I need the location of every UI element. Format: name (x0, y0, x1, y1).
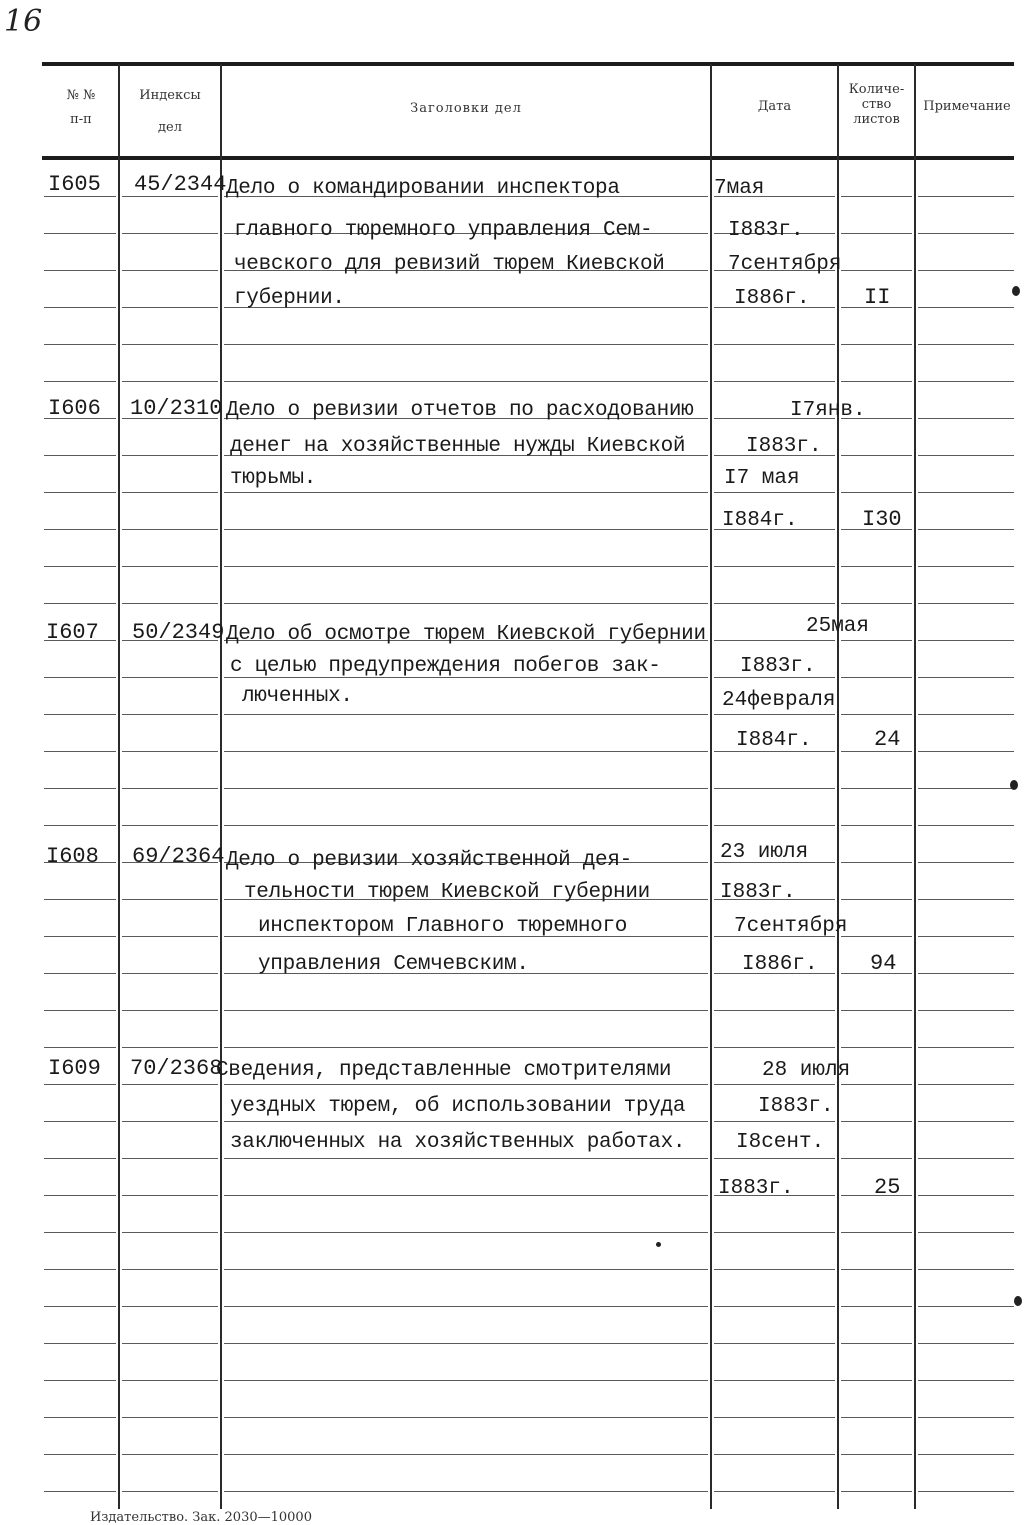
ruled-line (841, 492, 912, 493)
ruled-line (841, 233, 912, 234)
entry-number: I605 (48, 172, 101, 197)
ruled-line (841, 1269, 912, 1270)
header-index (120, 88, 220, 136)
ruled-line (44, 1269, 116, 1270)
entry-title-line: люченных. (242, 685, 353, 708)
ruled-line (918, 640, 1014, 641)
entry-date-line: 23 июля (720, 841, 809, 864)
ruled-line (841, 1232, 912, 1233)
ruled-line (44, 603, 116, 604)
ruled-line (44, 1158, 116, 1159)
ruled-line (714, 1047, 835, 1048)
ruled-line (918, 714, 1014, 715)
entry-title-line: Сведения, представленные смотрителями (216, 1059, 672, 1082)
entry-date-line: I883г. (720, 881, 796, 904)
ruled-line (122, 455, 218, 456)
ruled-line (44, 936, 116, 937)
ruled-line (918, 529, 1014, 530)
ruled-line (122, 1084, 218, 1085)
ruled-line (918, 233, 1014, 234)
ruled-line (224, 1343, 708, 1344)
entry-date-line: 24февраля (722, 689, 836, 712)
ruled-line (224, 714, 708, 715)
header-sheets-line-2: ство (861, 97, 892, 112)
column-divider-5 (914, 64, 916, 1509)
ruled-line (122, 1454, 218, 1455)
corner-page-mark: 16 (4, 4, 43, 39)
entry-sheets: II (864, 285, 891, 310)
ruled-line (918, 566, 1014, 567)
ruled-line (841, 640, 912, 641)
ruled-line (44, 1417, 116, 1418)
ruled-line (224, 344, 708, 345)
ruled-line (714, 825, 835, 826)
ruled-line (122, 381, 218, 382)
ruled-line (44, 1380, 116, 1381)
ruled-line (44, 1306, 116, 1307)
ruled-line (714, 603, 835, 604)
ruled-line (224, 1232, 708, 1233)
ruled-line (841, 862, 912, 863)
ruled-line (918, 1454, 1014, 1455)
entry-title-line: денег на хозяйственные нужды Киевской (230, 435, 686, 458)
header-index-line-2: дел (158, 120, 182, 135)
ruled-line (918, 1417, 1014, 1418)
column-divider-2 (220, 64, 222, 1509)
ruled-line (841, 566, 912, 567)
ruled-line (224, 1121, 708, 1122)
ruled-line (44, 381, 116, 382)
ruled-line (122, 1232, 218, 1233)
ruled-line (918, 1306, 1014, 1307)
ruled-line (224, 751, 708, 752)
entry-title-line: тюрьмы. (230, 467, 317, 490)
ruled-line (44, 1491, 116, 1492)
entry-date-line: 25мая (806, 615, 870, 638)
ruled-line (841, 1084, 912, 1085)
ruled-line (841, 603, 912, 604)
footer-print-note: Издательство. Зак. 2030—10000 (90, 1510, 312, 1525)
entry-number: I609 (48, 1056, 101, 1081)
ruled-line (122, 1121, 218, 1122)
ruled-line (224, 1417, 708, 1418)
ruled-line (841, 677, 912, 678)
ruled-line (224, 825, 708, 826)
ruled-line (841, 1010, 912, 1011)
ruled-line (44, 455, 116, 456)
ruled-line (918, 1084, 1014, 1085)
ruled-line (122, 566, 218, 567)
ruled-line (44, 751, 116, 752)
entry-date-line: 7сентября (728, 253, 842, 276)
ruled-line (122, 936, 218, 937)
header-date: Дата (757, 99, 792, 114)
ruled-line (841, 196, 912, 197)
entry-date-line: I883г. (746, 435, 822, 458)
header-title: Заголовки дел (410, 101, 522, 116)
entry-title-line: тельности тюрем Киевской губернии (244, 881, 650, 904)
ruled-line (714, 1084, 835, 1085)
ruled-line (714, 1269, 835, 1270)
ruled-line (841, 455, 912, 456)
ruled-line (841, 1343, 912, 1344)
ruled-line (714, 1343, 835, 1344)
entry-title-line: заключенных на хозяйственных работах. (230, 1131, 686, 1154)
ruled-line (122, 603, 218, 604)
header-num-line-2: п-п (70, 112, 92, 127)
entry-title-line: Дело о ревизии отчетов по расходованию (226, 399, 694, 422)
ruled-line (224, 1158, 708, 1159)
entry-title-line: чевского для ревизий тюрем Киевской (234, 253, 665, 276)
ruled-line (44, 270, 116, 271)
ruled-line (841, 788, 912, 789)
ruled-line (918, 1232, 1014, 1233)
ruled-line (44, 344, 116, 345)
ruled-line (714, 1417, 835, 1418)
entry-title-line: Дело о ревизии хозяйственной дея- (226, 849, 632, 872)
ruled-line (714, 1380, 835, 1381)
ruled-line (122, 1269, 218, 1270)
ruled-line (122, 233, 218, 234)
ruled-line (714, 788, 835, 789)
ruled-line (714, 1010, 835, 1011)
entry-date-line: I883г. (718, 1177, 794, 1200)
column-divider-3 (710, 64, 712, 1509)
ruled-line (224, 1380, 708, 1381)
ruled-line (44, 714, 116, 715)
ruled-line (44, 973, 116, 974)
ruled-line (841, 1491, 912, 1492)
ruled-line (918, 603, 1014, 604)
entry-title-line: Дело об осмотре тюрем Киевской губернии (226, 623, 706, 646)
entry-title-line: главного тюремного управления Сем- (234, 219, 653, 242)
header-note: Примечание (923, 99, 1011, 114)
ruled-line (44, 788, 116, 789)
ruled-line (841, 714, 912, 715)
ruled-line (918, 492, 1014, 493)
entry-sheets: I30 (862, 507, 902, 532)
ruled-line (224, 1491, 708, 1492)
ruled-line (918, 455, 1014, 456)
ruled-line (122, 1047, 218, 1048)
ruled-line (841, 344, 912, 345)
ruled-line (918, 1158, 1014, 1159)
entry-date-line: I883г. (758, 1095, 834, 1118)
entry-date-line: I883г. (728, 219, 804, 242)
ruled-line (224, 492, 708, 493)
ruled-line (841, 936, 912, 937)
ruled-line (918, 862, 1014, 863)
ruled-line (918, 1269, 1014, 1270)
ruled-line (714, 714, 835, 715)
column-divider-4 (837, 64, 839, 1509)
ruled-line (224, 788, 708, 789)
ruled-line (714, 566, 835, 567)
header-top-rule (42, 62, 1014, 66)
entry-date-line: I8сент. (736, 1131, 825, 1154)
ruled-line (44, 825, 116, 826)
ruled-line (122, 677, 218, 678)
scan-speck (1012, 286, 1020, 296)
ruled-line (44, 307, 116, 308)
entry-index: 10/2310 (130, 396, 223, 421)
ruled-line (224, 529, 708, 530)
ruled-line (841, 899, 912, 900)
ruled-line (122, 1380, 218, 1381)
ruled-line (841, 825, 912, 826)
ruled-line (122, 1195, 218, 1196)
ruled-line (841, 1306, 912, 1307)
ruled-line (44, 566, 116, 567)
header-bottom-rule (42, 156, 1014, 160)
ruled-line (714, 1232, 835, 1233)
ruled-line (44, 1121, 116, 1122)
entry-date-line: I7 мая (724, 467, 800, 490)
ruled-line (224, 1047, 708, 1048)
ruled-line (44, 492, 116, 493)
ruled-line (122, 1343, 218, 1344)
ruled-line (841, 1158, 912, 1159)
entry-index: 70/2368 (130, 1056, 223, 1081)
ruled-line (918, 270, 1014, 271)
entry-date-line: I886г. (734, 287, 810, 310)
ruled-line (122, 714, 218, 715)
ruled-line (714, 381, 835, 382)
ruled-line (122, 270, 218, 271)
entry-title-line: инспектором Главного тюремного (258, 915, 628, 938)
entry-index: 50/2349 (132, 620, 225, 645)
ruled-line (44, 1454, 116, 1455)
entry-number: I607 (46, 620, 99, 645)
ruled-line (918, 418, 1014, 419)
ruled-line (918, 1343, 1014, 1344)
ruled-line (918, 825, 1014, 826)
ruled-line (918, 677, 1014, 678)
ruled-line (122, 751, 218, 752)
entry-sheets: 24 (874, 727, 901, 752)
header-sheets (839, 82, 914, 127)
ruled-line (841, 1454, 912, 1455)
entry-title-line: управления Семчевским. (258, 953, 529, 976)
ruled-line (918, 973, 1014, 974)
ruled-line (224, 1084, 708, 1085)
column-divider-1 (118, 64, 120, 1509)
ruled-line (122, 1158, 218, 1159)
ruled-line (44, 1232, 116, 1233)
ruled-line (841, 381, 912, 382)
ruled-line (224, 566, 708, 567)
ruled-line (918, 788, 1014, 789)
entry-date-line: I884г. (722, 509, 798, 532)
ruled-line (841, 1047, 912, 1048)
ruled-line (122, 825, 218, 826)
ruled-line (918, 1047, 1014, 1048)
entry-title-line: с целью предупреждения побегов зак- (230, 655, 661, 678)
ruled-line (122, 307, 218, 308)
ruled-line (224, 1306, 708, 1307)
ruled-line (841, 1417, 912, 1418)
ruled-line (44, 1343, 116, 1344)
ruled-line (122, 1306, 218, 1307)
ruled-line (44, 1010, 116, 1011)
ruled-line (122, 1491, 218, 1492)
ruled-line (714, 1121, 835, 1122)
ruled-line (918, 899, 1014, 900)
header-sheets-line-3: листов (853, 112, 900, 127)
ruled-line (44, 233, 116, 234)
ruled-line (714, 640, 835, 641)
header-num-line-1: № № (66, 88, 96, 103)
ruled-line (122, 973, 218, 974)
ruled-line (224, 1010, 708, 1011)
entry-number: I608 (46, 844, 99, 869)
entry-date-line: I884г. (736, 729, 812, 752)
ruled-line (224, 1269, 708, 1270)
ruled-line (122, 1010, 218, 1011)
ruled-line (44, 529, 116, 530)
ruled-line (714, 344, 835, 345)
scan-speck (1014, 1296, 1022, 1306)
entry-title-line: уездных тюрем, об использовании труда (230, 1095, 686, 1118)
ruled-line (918, 307, 1014, 308)
entry-title-line: губернии. (234, 287, 345, 310)
ruled-line (44, 1084, 116, 1085)
ruled-line (714, 1158, 835, 1159)
entry-date-line: 28 июля (762, 1059, 851, 1082)
ruled-line (44, 1047, 116, 1048)
entry-date-line: I883г. (740, 655, 816, 678)
ruled-line (918, 381, 1014, 382)
ruled-line (918, 344, 1014, 345)
entry-date-line: 7мая (714, 177, 765, 200)
ruled-line (714, 1306, 835, 1307)
entry-date-line: 7сентября (734, 915, 848, 938)
ruled-line (918, 1121, 1014, 1122)
ruled-line (714, 1491, 835, 1492)
ruled-line (224, 1195, 708, 1196)
entry-date-line: I7янв. (790, 399, 866, 422)
ruled-line (122, 344, 218, 345)
header-index-line-1: Индексы (139, 88, 201, 103)
entry-title-line: Дело о командировании инспектора (226, 177, 620, 200)
ruled-line (841, 1380, 912, 1381)
header-sheets-line-1: Количе- (848, 82, 905, 97)
entry-index: 69/2364 (132, 844, 225, 869)
ruled-line (918, 1380, 1014, 1381)
ruled-line (918, 751, 1014, 752)
ruled-line (122, 1417, 218, 1418)
ruled-line (714, 492, 835, 493)
ruled-line (918, 936, 1014, 937)
ruled-line (841, 1121, 912, 1122)
ruled-line (122, 492, 218, 493)
ruled-line (122, 788, 218, 789)
entry-index: 45/2344 (134, 172, 227, 197)
scan-speck (656, 1242, 661, 1247)
ruled-line (918, 1010, 1014, 1011)
ruled-line (44, 1195, 116, 1196)
entry-date-line: I886г. (742, 953, 818, 976)
ruled-line (44, 899, 116, 900)
ruled-line (122, 529, 218, 530)
ruled-line (122, 899, 218, 900)
scan-speck (1010, 780, 1018, 790)
entry-sheets: 25 (874, 1175, 901, 1200)
ruled-line (918, 1491, 1014, 1492)
ruled-line (44, 677, 116, 678)
ruled-line (918, 196, 1014, 197)
ruled-line (224, 603, 708, 604)
entry-number: I606 (48, 396, 101, 421)
ruled-line (918, 1195, 1014, 1196)
ruled-line (841, 270, 912, 271)
header-num (44, 88, 118, 128)
ruled-line (224, 1454, 708, 1455)
ruled-line (714, 1454, 835, 1455)
ruled-line (224, 381, 708, 382)
entry-sheets: 94 (870, 951, 897, 976)
